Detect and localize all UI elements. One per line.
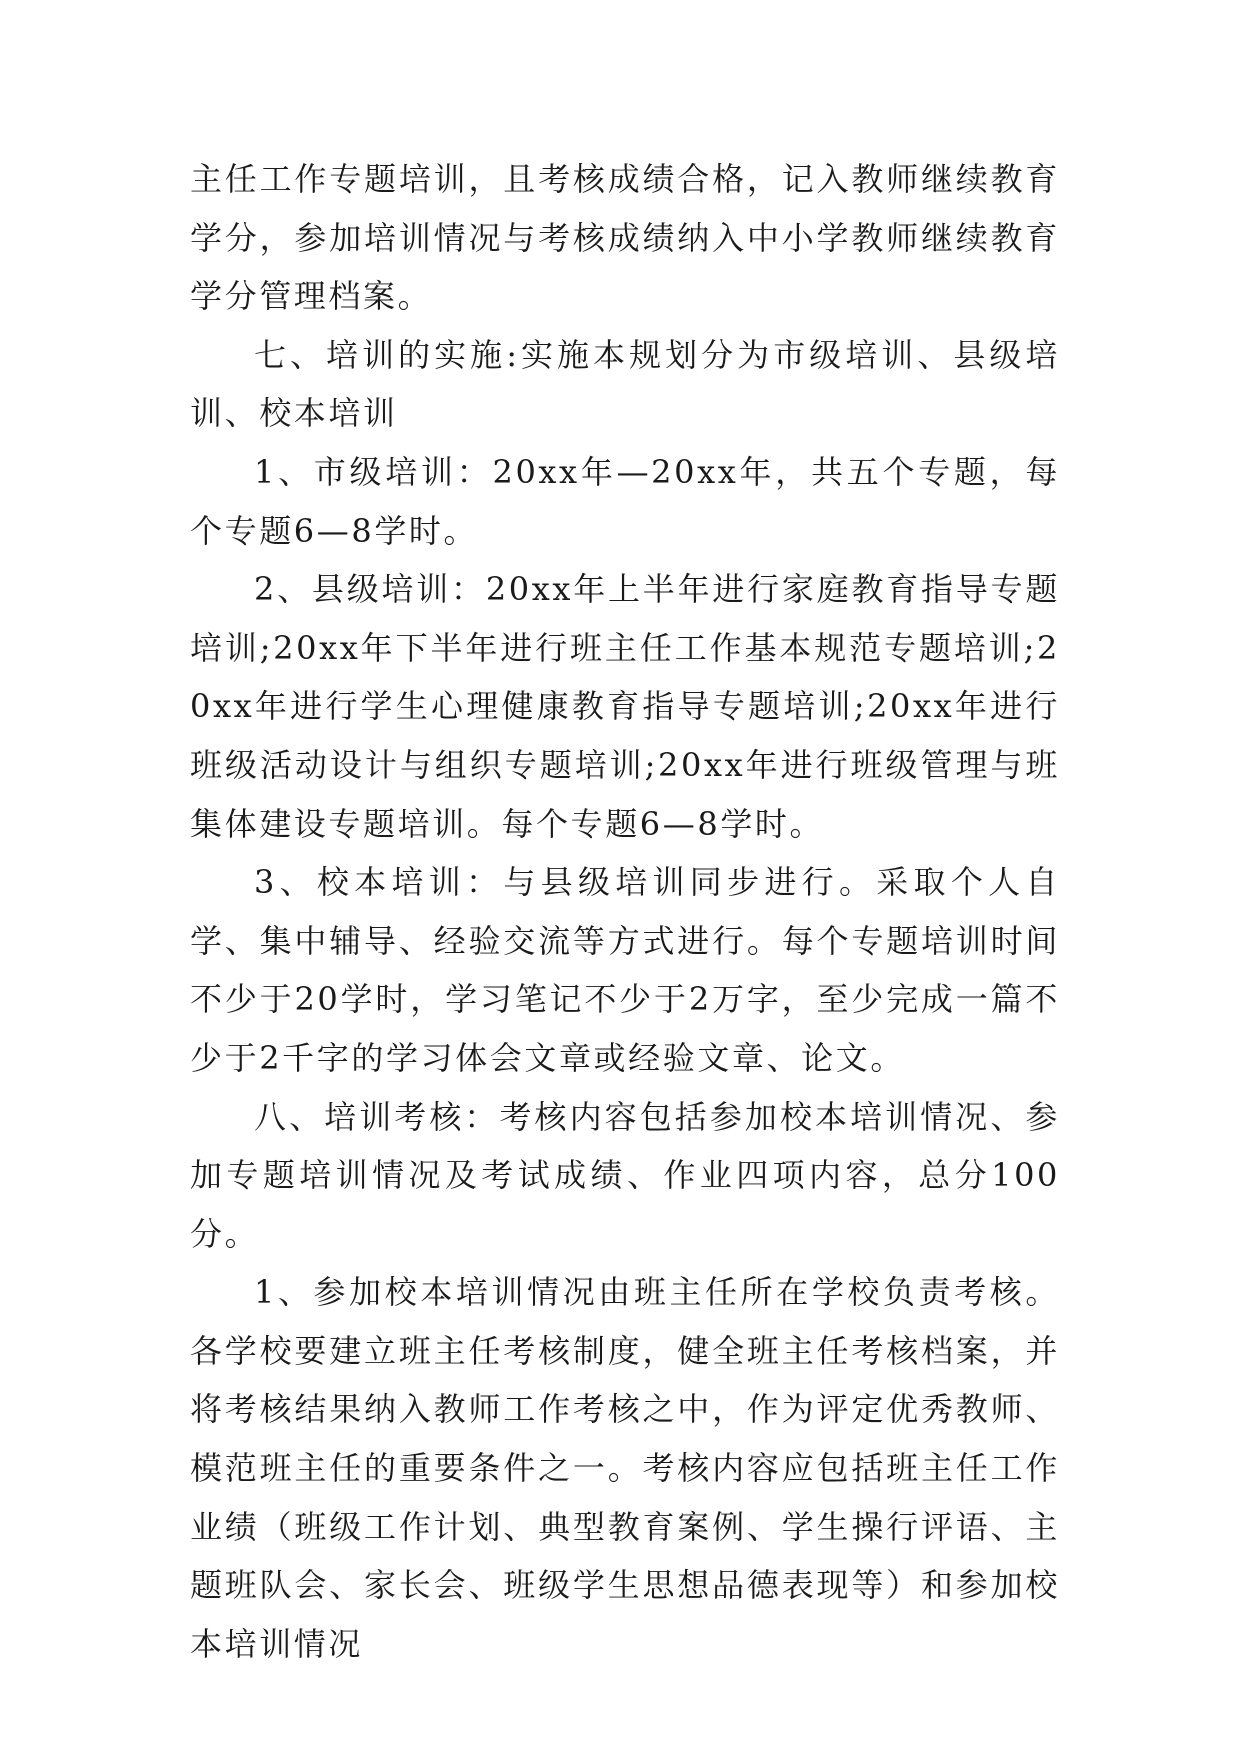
paragraph-section-seven: 七、培训的实施:实施本规划分为市级培训、县级培训、校本培训 — [190, 335, 1060, 433]
paragraph-school-training: 3、校本培训：与县级培训同步进行。采取个人自学、集中辅导、经验交流等方式进行。每个专题培训时间不少于20学时，学习笔记不少于2万字，至少完成一篇不少于2千字的学习体会文章或经验文章、论文。 — [190, 863, 1060, 1077]
paragraph-section-eight: 八、培训考核：考核内容包括参加校本培训情况、参加专题培训情况及考试成绩、作业四项内容，总分100分。 — [190, 1097, 1060, 1253]
document-body — [190, 150, 1060, 1673]
paragraph-continuation: 主任工作专题培训，且考核成绩合格，记入教师继续教育学分，参加培训情况与考核成绩纳入中小学教师继续教育学分管理档案。 — [190, 160, 1060, 316]
paragraph-county-training: 2、县级培训：20xx年上半年进行家庭教育指导专题培训;20xx年下半年进行班主任工作基本规范专题培训;20xx年进行学生心理健康教育指导专题培训;20xx年进行班级活动设计与组织专题培训;20xx年进行班级管理与班集体建设专题培训。每个专题6—8学时。 — [190, 570, 1060, 843]
paragraph-city-training: 1、市级培训：20xx年—20xx年，共五个专题，每个专题6—8学时。 — [190, 452, 1060, 550]
paragraph-school-assessment: 1、参加校本培训情况由班主任所在学校负责考核。各学校要建立班主任考核制度，健全班主任考核档案，并将考核结果纳入教师工作考核之中，作为评定优秀教师、模范班主任的重要条件之一。考核内容应包括班主任工作业绩（班级工作计划、典型教育案例、学生操行评语、主题班队会、家长会、班级学生思想品德表现等）和参加校本培训情况 — [190, 1273, 1060, 1663]
